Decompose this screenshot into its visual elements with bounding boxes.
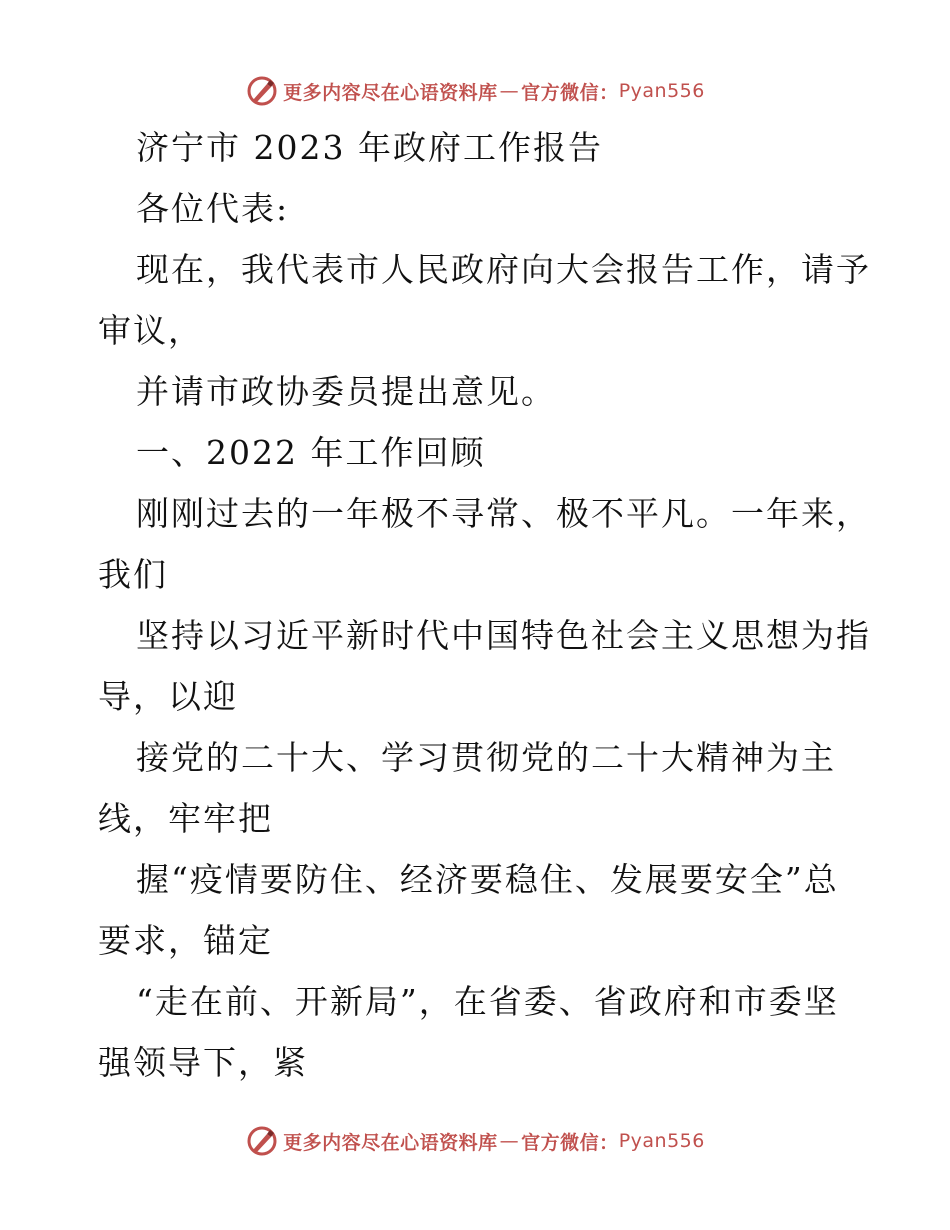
document-title: 济宁市 2023 年政府工作报告 bbox=[136, 128, 603, 167]
salutation: 各位代表: bbox=[136, 189, 290, 228]
watermark-wechat-id: Pyan556 bbox=[618, 1130, 705, 1152]
pen-logo-icon bbox=[245, 74, 279, 108]
watermark-dash: — bbox=[499, 80, 520, 102]
paragraph-line: 现在，我代表市人民政府向大会报告工作，请予 bbox=[136, 250, 871, 289]
paragraph-line: 刚刚过去的一年极不寻常、极不平凡。一年来， bbox=[136, 494, 871, 533]
watermark-wechat-label: 官方微信： bbox=[521, 81, 619, 104]
paragraph-line: 我们 bbox=[98, 555, 168, 594]
paragraph-line: 线，牢牢把 bbox=[98, 799, 273, 838]
document-body bbox=[98, 126, 871, 1085]
paragraph-line: “走在前、开新局”，在省委、省政府和市委坚 bbox=[136, 982, 839, 1021]
watermark-text: 更多内容尽在心语资料库 bbox=[283, 81, 498, 104]
paragraph-line: 握“疫情要防住、经济要稳住、发展要安全”总 bbox=[136, 860, 839, 899]
header-watermark bbox=[0, 74, 950, 108]
paragraph-line: 坚持以习近平新时代中国特色社会主义思想为指 bbox=[136, 616, 871, 655]
paragraph-line: 审议， bbox=[98, 311, 203, 350]
paragraph-line: 强领导下，紧 bbox=[98, 1043, 308, 1082]
watermark-text: 更多内容尽在心语资料库 bbox=[283, 1131, 498, 1154]
watermark-wechat-label: 官方微信： bbox=[521, 1131, 619, 1154]
section-heading: 一、2022 年工作回顾 bbox=[136, 433, 486, 472]
footer-watermark bbox=[0, 1124, 950, 1158]
paragraph-line: 接党的二十大、学习贯彻党的二十大精神为主 bbox=[136, 738, 836, 777]
watermark-dash: — bbox=[499, 1130, 520, 1152]
paragraph-line: 导，以迎 bbox=[98, 677, 238, 716]
pen-logo-icon bbox=[245, 1124, 279, 1158]
paragraph-line: 并请市政协委员提出意见。 bbox=[136, 372, 556, 411]
paragraph-line: 要求，锚定 bbox=[98, 921, 273, 960]
watermark-wechat-id: Pyan556 bbox=[618, 80, 705, 102]
